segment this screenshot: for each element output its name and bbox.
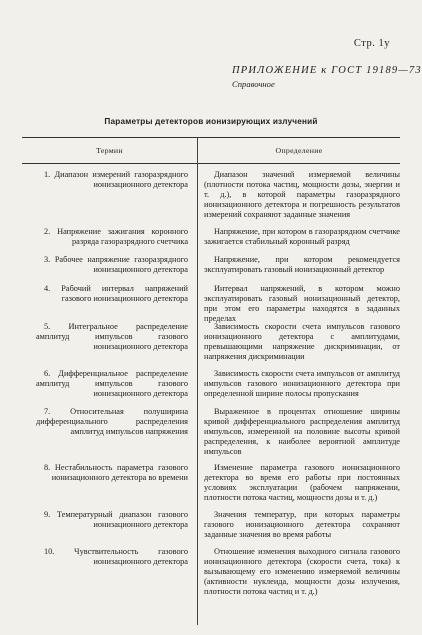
definition-5: Зависимость скорости счета импульсов газового ионизационного детектора с амплитудами, превышающими напряжение дискриминации, от напряжения дискриминации xyxy=(204,322,400,362)
table-top-rule xyxy=(22,137,400,138)
definition-7: Выраженное в процентах отношение ширины кривой дифференциального распределения амплитуд импульсов, измеренной на половине высоты кривой распределения, к наиболее вероятной амплитуде импульсов xyxy=(204,407,400,457)
appendix-title: ПРИЛОЖЕНИЕ к ГОСТ 19189—73 xyxy=(232,65,422,76)
definition-4: Интервал напряжений, в котором можно эксплуатировать газовый ионизационный детектор, при этом его параметры находятся в заданных пределах xyxy=(204,284,400,324)
term-6: 6. Дифференциальное распределение амплитуд импульсов газового ионизационного детектора xyxy=(36,369,188,399)
column-header-definition: Определение xyxy=(275,146,323,155)
column-header-term: Термин xyxy=(96,146,123,155)
reference-label: Справочное xyxy=(232,79,275,89)
header-bottom-rule xyxy=(22,163,400,164)
term-3: 3. Рабочее напряжение газоразрядного ионизационного детектора xyxy=(44,255,188,275)
column-divider xyxy=(197,137,198,625)
term-2: 2. Напряжение зажигания коронного разряда газоразрядного счетчика xyxy=(44,227,188,247)
definition-8: Изменение параметра газового ионизационного детектора во время его работы при постоянных условиях эксплуатации (рабочем напряжении, плотности потока частиц, мощности дозы и т. д.) xyxy=(204,463,400,503)
definition-2: Напряжение, при котором в газоразрядном счетчике зажигается стабильный коронный разряд xyxy=(204,227,400,247)
table-title: Параметры детекторов ионизирующих излучений xyxy=(104,117,318,126)
page-number: Стр. 1у xyxy=(353,38,390,49)
term-1: 1. Диапазон измерений газоразрядного ионизационного детектора xyxy=(44,170,188,190)
definition-3: Напряжение, при котором рекомендуется эксплуатировать газовый ионизационный детектор xyxy=(204,255,400,275)
definition-10: Отношение изменения выходного сигнала газового ионизационного детектора (скорости счета, тока) к вызывающему его изменению измеряемой величины (активности нуклеида, мощности дозы излучения, плотности потока частиц и т. д.) xyxy=(204,547,400,597)
term-9: 9. Температурный диапазон газового ионизационного детектора xyxy=(44,510,188,530)
definition-9: Значения температур, при которых параметры газового ионизационного детектора сохраняют заданные значения во время работы xyxy=(204,510,400,540)
definition-6: Зависимость скорости счета импульсов от амплитуд импульсов газового ионизационного детектора при определенной ширине полосы пропускания xyxy=(204,369,400,399)
definition-1: Диапазон значений измеряемой величины (плотности потока частиц, мощности дозы, энергии и т. д.), в которой параметры газоразрядного ионизационного детектора и погрешность результатов измерений сохраняют заданные значения xyxy=(204,170,400,220)
term-7: 7. Относительная полуширина дифференциального распределения амплитуд импульсов напряжения xyxy=(36,407,188,437)
term-4: 4. Рабочий интервал напряжений газового ионизационного детектора xyxy=(44,284,188,304)
term-8: 8. Нестабильность параметра газового ионизационного детектора во времени xyxy=(44,463,188,483)
term-10: 10. Чувствительность газового ионизационного детектора xyxy=(44,547,188,567)
term-5: 5. Интегральное распределение амплитуд импульсов газового ионизационного детектора xyxy=(36,322,188,352)
